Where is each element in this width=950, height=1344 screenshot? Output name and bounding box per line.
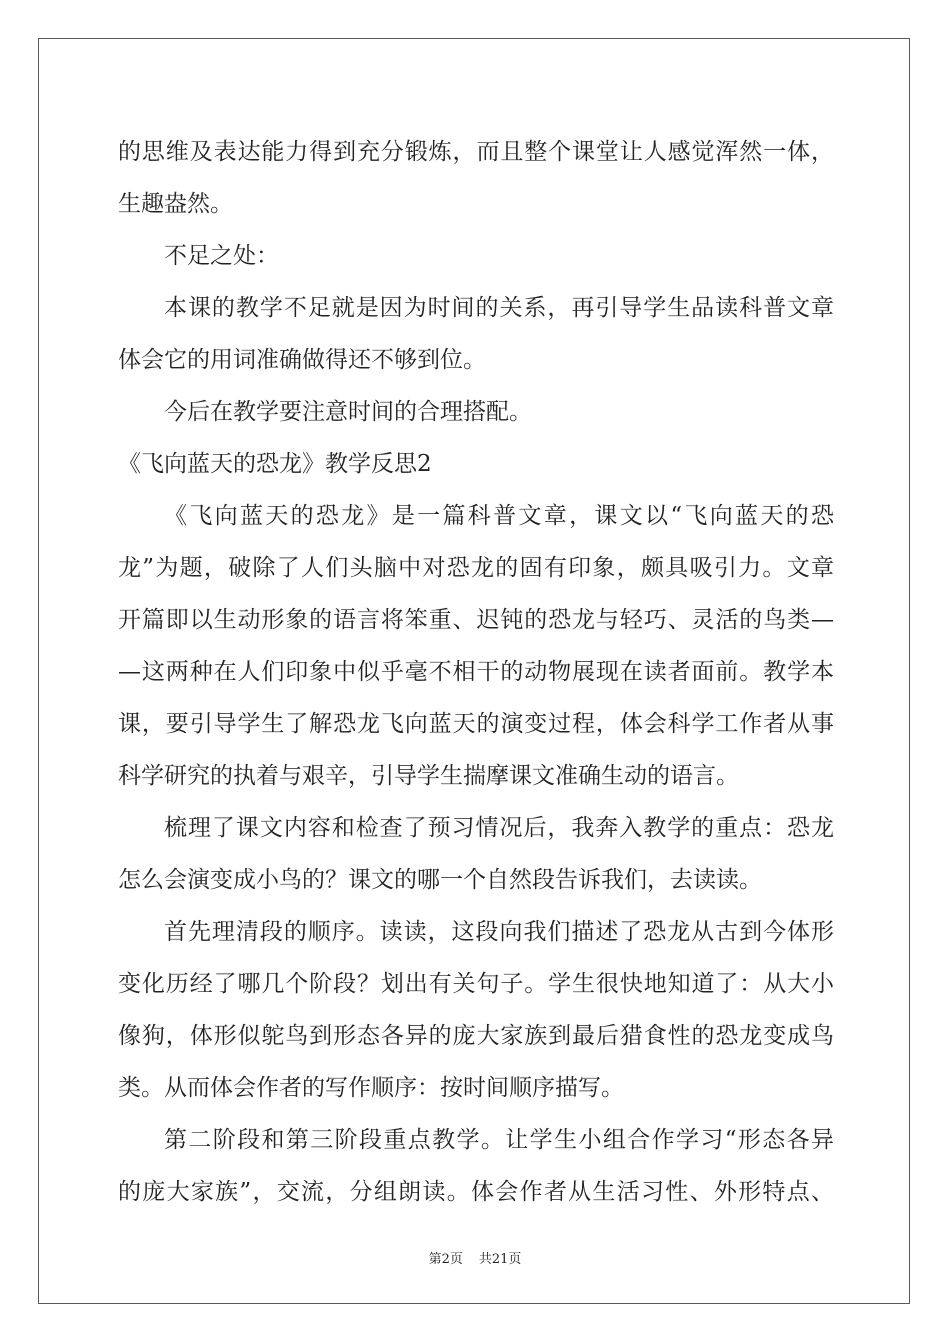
text-line: 怎么会演变成小鸟的？课文的哪一个自然段告诉我们，去读读。 (118, 867, 762, 893)
document-body (118, 126, 834, 1218)
text-line: 梳理了课文内容和检查了预习情况后，我奔入教学的重点：恐龙 (164, 815, 834, 841)
section-title: 《飞向蓝天的恐龙》教学反思2 (118, 451, 432, 477)
text-line: 的庞大家族”，交流，分组朗读。体会作者从生活习性、外形特点、 (118, 1179, 834, 1205)
text-line: 生趣盎然。 (118, 191, 233, 217)
text-line: 开篇即以生动形象的语言将笨重、迟钝的恐龙与轻巧、灵活的鸟类— (118, 607, 834, 633)
text-line: 变化历经了哪几个阶段？划出有关句子。学生很快地知道了：从大小 (118, 971, 834, 997)
page-number: 第2页 (428, 1252, 463, 1267)
text-line: 本课的教学不足就是因为时间的关系，再引导学生品读科普文章 (164, 295, 834, 321)
text-line: —这两种在人们印象中似乎毫不相干的动物展现在读者面前。教学本 (118, 659, 834, 685)
text-line: 今后在教学要注意时间的合理搭配。 (164, 399, 532, 425)
text-line: 像狗，体形似鸵鸟到形态各异的庞大家族到最后猎食性的恐龙变成鸟 (118, 1023, 834, 1049)
page-total: 共21页 (478, 1252, 522, 1267)
text-line: 龙”为题，破除了人们头脑中对恐龙的固有印象，颇具吸引力。文章 (118, 555, 834, 581)
text-line: 第二阶段和第三阶段重点教学。让学生小组合作学习“形态各异 (164, 1127, 834, 1153)
text-line: 体会它的用词准确做得还不够到位。 (118, 347, 486, 373)
text-line: 类。从而体会作者的写作顺序：按时间顺序描写。 (118, 1075, 624, 1101)
text-line: 课，要引导学生了解恐龙飞向蓝天的演变过程，体会科学工作者从事 (118, 711, 834, 737)
page-footer (0, 1248, 950, 1267)
text-line: 科学研究的执着与艰辛，引导学生揣摩课文准确生动的语言。 (118, 763, 739, 789)
text-line: 首先理清段的顺序。读读，这段向我们描述了恐龙从古到今体形 (164, 919, 834, 945)
text-line: 的思维及表达能力得到充分锻炼，而且整个课堂让人感觉浑然一体， (118, 139, 834, 165)
section-label: 不足之处： (164, 243, 279, 269)
text-line: 《飞向蓝天的恐龙》是一篇科普文章，课文以“飞向蓝天的恐 (164, 503, 834, 529)
